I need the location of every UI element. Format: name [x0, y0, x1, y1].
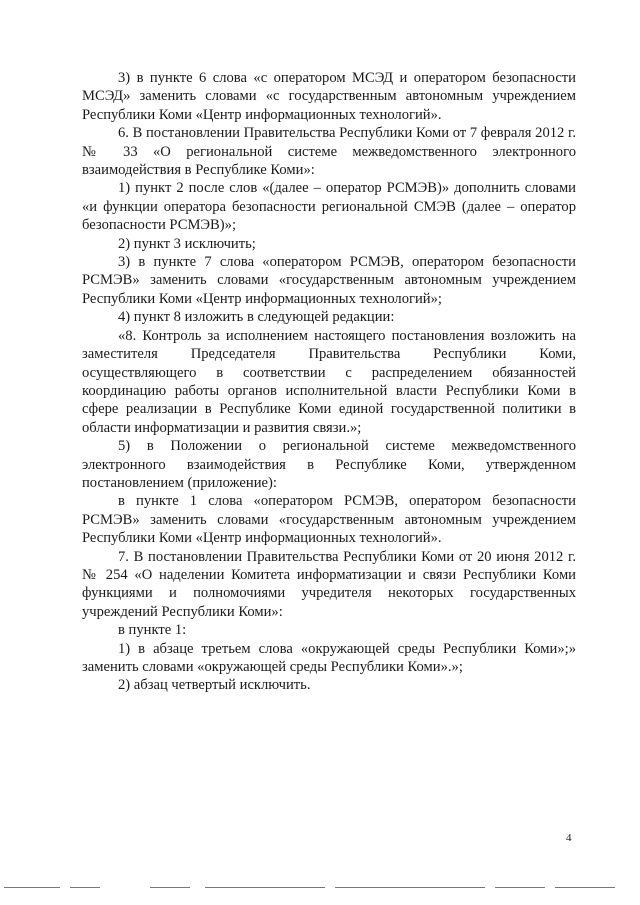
paragraph-section-7: 7. В постановлении Правительства Республики Коми от 20 июня 2012 г. № 254 «О наделении Комитета информатизации и связи Республики Коми функциями и полномочиями учредителя некоторых государственных учреждений Республики Коми»:	[82, 548, 576, 620]
scan-dash	[205, 887, 325, 888]
paragraph-6-item-5: 5) в Положении о региональной системе межведомственного электронного взаимодействия в Республике Коми, утвержденном постановлением (приложение):	[82, 438, 576, 491]
paragraph-6-item-2: 2) пункт 3 исключить;	[118, 235, 256, 252]
paragraph-6-item-1: 1) пункт 2 после слов «(далее – оператор РСМЭВ)» дополнить словами «и функции оператора безопасности региональной СМЭВ (далее – оператор безопасности РСМЭВ)»;	[82, 180, 576, 234]
paragraph-7-intro: в пункте 1:	[118, 622, 187, 639]
paragraph-section-6: 6. В постановлении Правительства Республики Коми от 7 февраля 2012 г. № 33 «О региональной системе межведомственного электронного взаимодействия в Республике Коми»:	[82, 125, 576, 179]
paragraph-6-item-4-text: «8. Контроль за исполнением настоящего постановления возложить на заместителя Председателя Правительства Республики Коми, осуществляющего в соответствии с распределением обязанностей координацию работы органов исполнительной власти Республики Коми в сфере реализации в Республике Коми единой государственной политики в области информатизации и развития связи.»;	[82, 327, 576, 436]
scan-dash	[495, 887, 545, 888]
scan-dash	[4, 887, 60, 888]
paragraph-6-item-3: 3) в пункте 7 слова «оператором РСМЭВ, оператором безопасности РСМЭВ» заменить словами «государственным автономным учреждением Республики Коми «Центр информационных технологий»;	[82, 254, 576, 307]
scan-dash	[335, 887, 485, 888]
document-body	[82, 69, 576, 695]
page-number: 4	[566, 832, 572, 844]
paragraph-7-item-1: 1) в абзаце третьем слова «окружающей среды Республики Коми»;» заменить словами «окружающей среды Республики Коми».»;	[82, 640, 576, 675]
paragraph-6-item-5-text: в пункте 1 слова «оператором РСМЭВ, оператором безопасности РСМЭВ» заменить словами «государственным автономным учреждением Республики Коми «Центр информационных технологий».	[82, 493, 576, 547]
paragraph-6-item-4: 4) пункт 8 изложить в следующей редакции:	[118, 309, 395, 326]
scan-dash	[70, 887, 100, 888]
paragraph-3-item-3: 3) в пункте 6 слова «с оператором МСЭД и оператором безопасности МСЭД» заменить словами «с государственным автономным учреждением Республики Коми «Центр информационных технологий».	[82, 70, 576, 123]
scan-dash	[150, 887, 190, 888]
paragraph-7-item-2: 2) абзац четвертый исключить.	[118, 677, 311, 694]
scan-dash	[555, 887, 615, 888]
scan-artifact-line	[0, 887, 640, 889]
